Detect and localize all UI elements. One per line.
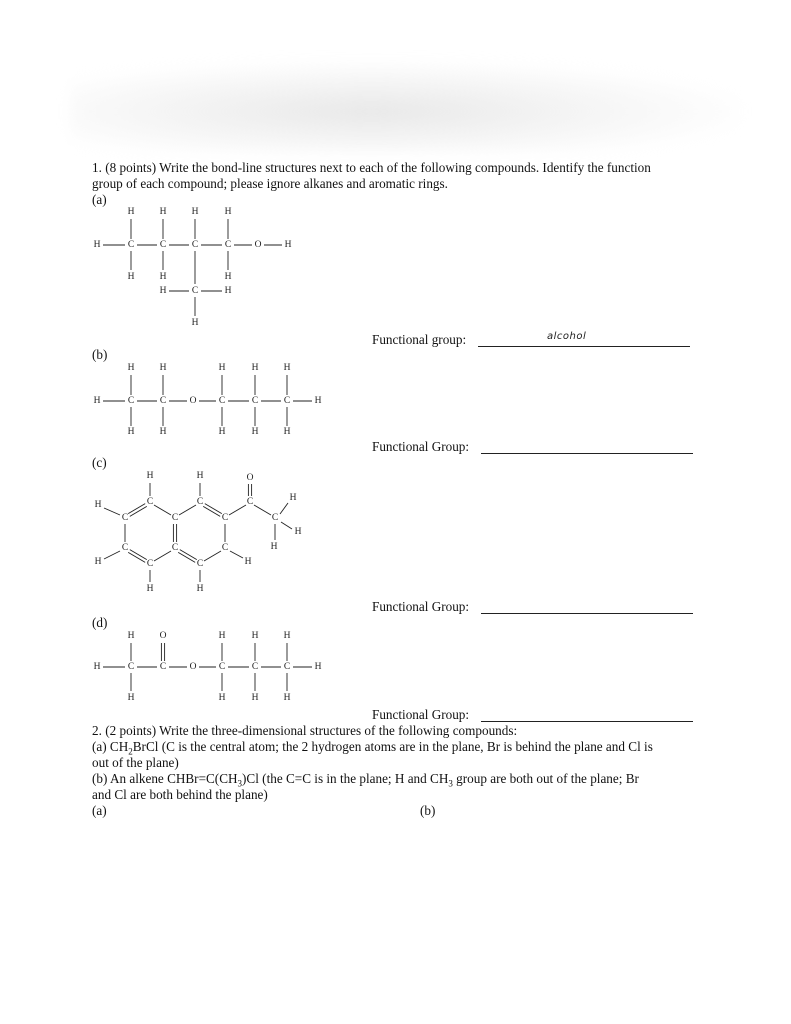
bond [280, 503, 288, 514]
bond [230, 551, 243, 558]
atom-c: C [159, 396, 167, 406]
bond [104, 508, 120, 515]
fg-label-a: Functional group: [372, 332, 467, 347]
atom-h: H [218, 427, 226, 437]
atom-h: H [283, 363, 291, 373]
bond [104, 551, 120, 559]
atom-c: C [196, 497, 204, 507]
atom-h: H [218, 693, 226, 703]
atom-o: O [159, 631, 167, 641]
atom-h: H [294, 527, 302, 537]
atom-h: H [196, 584, 204, 594]
atom-c: C [171, 543, 179, 553]
atom-h: H [191, 207, 199, 217]
q2-label-b: (b) [420, 803, 436, 818]
atom-h: H [314, 662, 322, 672]
atom-h: H [314, 396, 322, 406]
structure-a [94, 207, 292, 328]
atom-c: C [224, 240, 232, 250]
atom-c: C [283, 396, 291, 406]
part-c-label: (c) [92, 455, 107, 470]
fg-label-c: Functional Group: [372, 599, 470, 614]
atom-h: H [224, 272, 232, 282]
atom-h: H [218, 631, 226, 641]
atom-h: H [251, 631, 259, 641]
atom-h: H [289, 493, 297, 503]
atom-c: C [127, 396, 135, 406]
atom-c: C [283, 662, 291, 672]
atom-h: H [283, 693, 291, 703]
atom-h: H [159, 207, 167, 217]
atom-c: C [159, 662, 167, 672]
atom-c: C [191, 286, 199, 296]
atom-c: C [251, 396, 259, 406]
structure-c [95, 471, 302, 594]
atom-h: H [224, 286, 232, 296]
fg-label-d: Functional Group: [372, 707, 470, 722]
atom-c: C [271, 513, 279, 523]
q2-b-line2: and Cl are both behind the plane) [92, 787, 268, 802]
atom-c: C [191, 240, 199, 250]
atom-o: O [189, 396, 197, 406]
atom-h: H [224, 207, 232, 217]
atom-h: H [270, 542, 278, 552]
part-a-label: (a) [92, 192, 107, 207]
part-b-label: (b) [92, 347, 108, 362]
atom-c: C [121, 513, 129, 523]
structure-d [94, 631, 322, 703]
atom-h: H [284, 240, 292, 250]
bond [229, 505, 246, 515]
atom-h: H [127, 693, 135, 703]
atom-h: H [127, 363, 135, 373]
q2-a-line1: (a) $CH_2BrCl$ (C is the central atom; the 2 hydrogen atoms are in the plane, Br is behind the plane and Cl is [92, 739, 653, 757]
atom-c: C [218, 662, 226, 672]
atom-o: O [189, 662, 197, 672]
atom-c: C [127, 662, 135, 672]
atom-c: C [171, 513, 179, 523]
bond [254, 505, 271, 515]
atom-h: H [127, 631, 135, 641]
atom-h: H [93, 396, 101, 406]
atom-h: H [244, 557, 252, 567]
fg-label-b: Functional Group: [372, 439, 470, 454]
atom-h: H [251, 427, 259, 437]
atom-c: C [121, 543, 129, 553]
atom-c: C [159, 240, 167, 250]
atom-c: C [146, 559, 154, 569]
atom-h: H [159, 427, 167, 437]
atom-h: H [127, 427, 135, 437]
q2-header: 2. (2 points) Write the three-dimensional structures of the following compounds: [92, 723, 518, 738]
atom-h: H [251, 363, 259, 373]
atom-c: C [218, 396, 226, 406]
atom-c: C [196, 559, 204, 569]
atom-h: H [283, 427, 291, 437]
bond [179, 505, 196, 515]
atom-h: H [251, 693, 259, 703]
bond [154, 505, 171, 515]
bond [204, 551, 221, 561]
atom-h: H [218, 363, 226, 373]
q2-b-line1: (b) An alkene $CHBr=C(CH_3)Cl$ (the C=C is in the plane; H and $CH_3$ group are both out of the plane; Br [92, 771, 639, 789]
atom-h: H [146, 471, 154, 481]
atom-c: C [221, 513, 229, 523]
part-d-label: (d) [92, 615, 108, 630]
atom-h: H [159, 363, 167, 373]
structure-b [94, 363, 322, 437]
atom-c: C [251, 662, 259, 672]
atom-h: H [196, 471, 204, 481]
atom-h: H [146, 584, 154, 594]
fg-answer-a: alcohol [547, 331, 587, 342]
atom-o: O [254, 240, 262, 250]
q2-a-line2: out of the plane) [92, 755, 179, 770]
atom-h: H [93, 662, 101, 672]
bond [281, 522, 292, 529]
atom-c: C [127, 240, 135, 250]
atom-c: C [146, 497, 154, 507]
q1-intro-line2: group of each compound; please ignore alkanes and aromatic rings. [92, 176, 448, 191]
atom-c: C [221, 543, 229, 553]
atom-h: H [127, 207, 135, 217]
atom-h: H [93, 240, 101, 250]
q1-intro-line1: 1. (8 points) Write the bond-line structures next to each of the following compounds. Identify the function [92, 160, 651, 175]
q2-label-a: (a) [92, 803, 107, 818]
atom-h: H [191, 318, 199, 328]
atom-h: H [94, 557, 102, 567]
atom-h: H [159, 272, 167, 282]
atom-o: O [246, 473, 254, 483]
atom-h: H [127, 272, 135, 282]
atom-h: H [159, 286, 167, 296]
atom-c: C [246, 497, 254, 507]
atom-h: H [94, 500, 102, 510]
atom-h: H [283, 631, 291, 641]
bond [154, 551, 171, 561]
